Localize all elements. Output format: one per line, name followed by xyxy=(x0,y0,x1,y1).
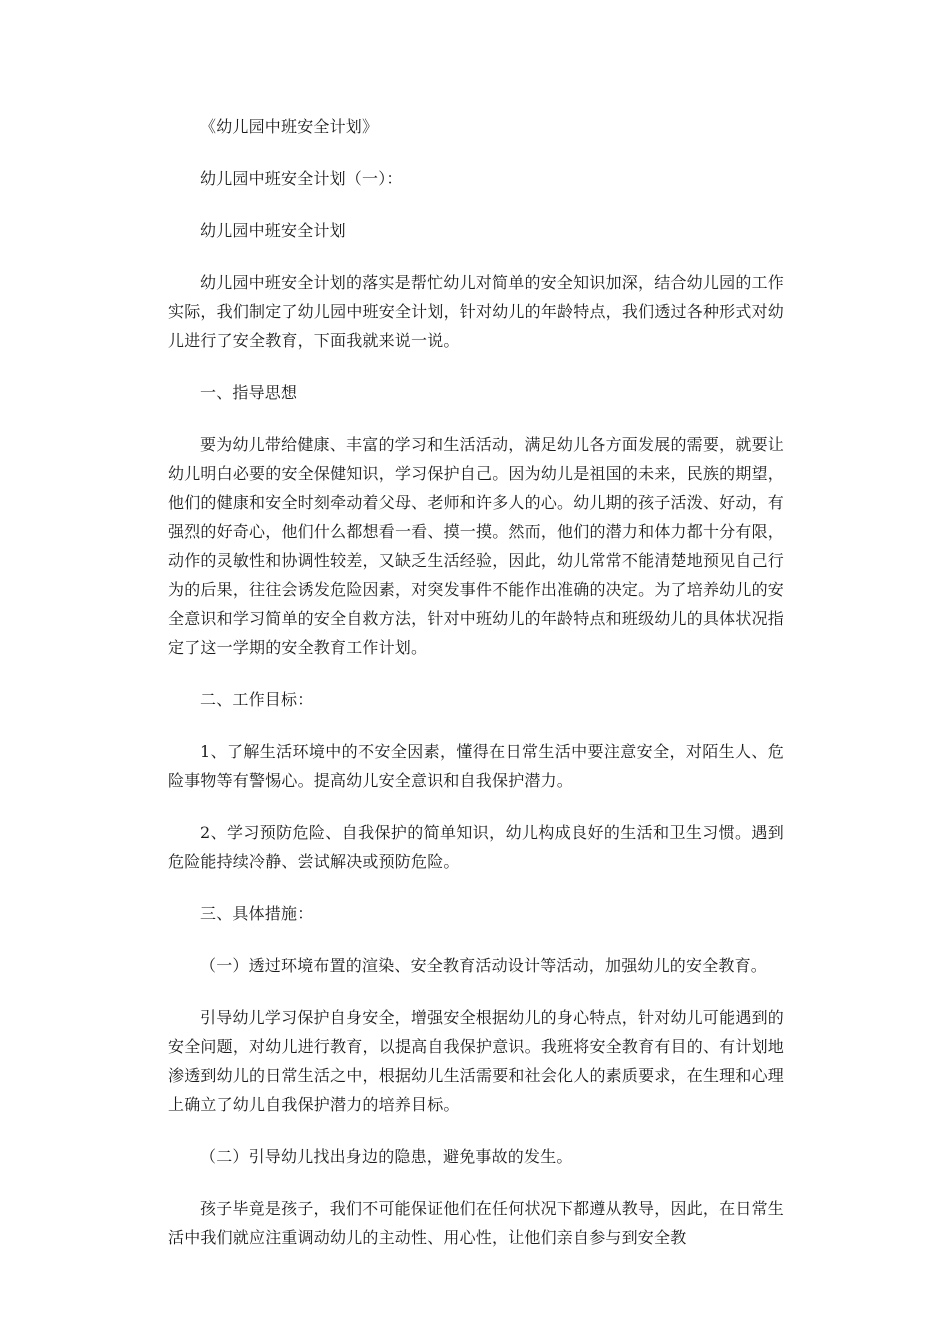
goal-1-paragraph: 1、了解生活环境中的不安全因素，懂得在日常生活中要注意安全，对陌生人、危险事物等有警惕心。提高幼儿安全意识和自我保护潜力。 xyxy=(168,742,784,790)
document-heading: 幼儿园中班安全计划 xyxy=(200,221,346,240)
section-3-heading: 三、具体措施： xyxy=(200,904,314,923)
measure-2-heading: （二）引导幼儿找出身边的隐患，避免事故的发生。 xyxy=(200,1147,573,1166)
document-subtitle: 幼儿园中班安全计划（一）： xyxy=(200,169,403,188)
measure-1-heading: （一）透过环境布置的渲染、安全教育活动设计等活动，加强幼儿的安全教育。 xyxy=(200,956,768,975)
section-1-heading: 一、指导思想 xyxy=(200,383,298,402)
intro-paragraph: 幼儿园中班安全计划的落实是帮忙幼儿对简单的安全知识加深，结合幼儿园的工作实际，我们制定了幼儿园中班安全计划，针对幼儿的年龄特点，我们透过各种形式对幼儿进行了安全教育，下面我就来说一说。 xyxy=(168,273,784,350)
document-title: 《幼儿园中班安全计划》 xyxy=(200,117,379,136)
goal-2-paragraph: 2、学习预防危险、自我保护的简单知识，幼儿构成良好的生活和卫生习惯。遇到危险能持续冷静、尝试解决或预防危险。 xyxy=(168,823,784,871)
section-2-heading: 二、工作目标： xyxy=(200,690,314,709)
measure-1-body: 引导幼儿学习保护自身安全，增强安全根据幼儿的身心特点，针对幼儿可能遇到的安全问题，对幼儿进行教育，以提高自我保护意识。我班将安全教育有目的、有计划地渗透到幼儿的日常生活之中，根据幼儿生活需要和社会化人的素质要求，在生理和心理上确立了幼儿自我保护潜力的培养目标。 xyxy=(168,1008,784,1114)
measure-2-body: 孩子毕竟是孩子，我们不可能保证他们在任何状况下都遵从教导，因此，在日常生活中我们就应注重调动幼儿的主动性、用心性，让他们亲自参与到安全教 xyxy=(168,1199,784,1247)
document-content xyxy=(168,112,784,1275)
section-1-body: 要为幼儿带给健康、丰富的学习和生活活动，满足幼儿各方面发展的需要，就要让幼儿明白必要的安全保健知识，学习保护自己。因为幼儿是祖国的未来，民族的期望，他们的健康和安全时刻牵动着父母、老师和许多人的心。幼儿期的孩子活泼、好动，有强烈的好奇心，他们什么都想看一看、摸一摸。然而，他们的潜力和体力都十分有限，动作的灵敏性和协调性较差，又缺乏生活经验，因此，幼儿常常不能清楚地预见自己行为的后果，往往会诱发危险因素，对突发事件不能作出准确的决定。为了培养幼儿的安全意识和学习简单的安全自救方法，针对中班幼儿的年龄特点和班级幼儿的具体状况指定了这一学期的安全教育工作计划。 xyxy=(168,435,784,657)
